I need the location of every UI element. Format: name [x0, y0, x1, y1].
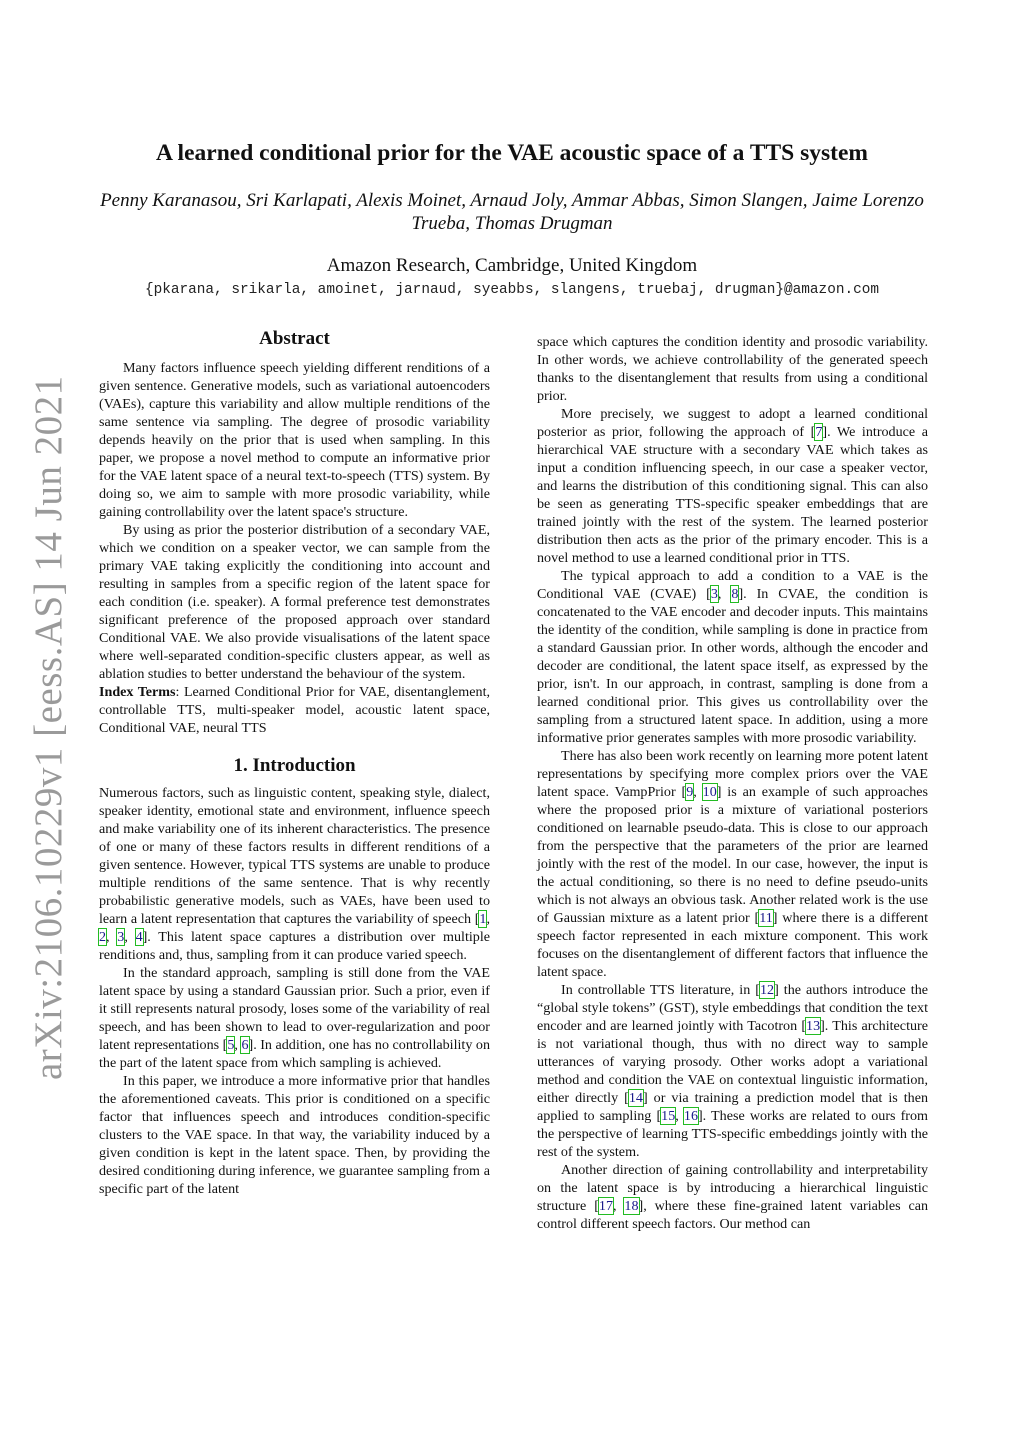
citation-link[interactable]: 14	[628, 1090, 643, 1106]
affiliation: Amazon Research, Cambridge, United Kingdom	[326, 255, 698, 276]
arxiv-identifier: arXiv:2106.10229v1 [eess.AS] 14 Jun 2021	[27, 375, 70, 1080]
right-paragraph-3: The typical approach to add a condition to a VAE is the Conditional VAE (CVAE) [3, 8]. In CVAE, the condition is concatenated to the VAE encoder and decoder inputs. This maintains the identity of the condition, while sampling is done in practice from a standard Gaussian prior. In other words, although the encoder and decoder are conditional, the latent space itself, as expressed by the prior, isn't. In our approach, in contrast, sampling is done from a learned conditional prior. This gives us controllability over the sampling from a structured latent space. In addition, using a more informative prior generates samples with more prosodic variability.	[537, 568, 928, 746]
right-column	[537, 333, 928, 1233]
citation-link[interactable]: 4	[135, 929, 143, 945]
citation-link[interactable]: 6	[241, 1037, 249, 1053]
intro-paragraph-2: In the standard approach, sampling is still done from the VAE latent space by using a standard Gaussian prior. Such a prior, even if it still represents natural prosody, loses some of the variability of real speech, and has been shown to lead to over-regularization and poor latent representations [5, 6]. In addition, one has no controllability on the part of the latent space from which sampling is achieved.	[99, 965, 491, 1071]
text-run: Another direction of gaining controllability and interpretability on the latent space is by introducing a hierarchical linguistic structure [	[537, 1162, 928, 1214]
citation-link[interactable]: 16	[683, 1108, 698, 1124]
citation-link[interactable]: 3	[117, 929, 125, 945]
citation-link[interactable]: 9	[686, 784, 694, 800]
index-terms-label: Index Terms	[99, 684, 176, 700]
text-run: In the standard approach, sampling is still done from the VAE latent space by using a standard Gaussian prior. Such a prior, even if it still represents natural prosody, loses some of the variability of real speech, and has been shown to lead to over-regularization and poor latent representations [	[99, 965, 490, 1053]
citation-link[interactable]: 17	[598, 1198, 613, 1214]
citation-link[interactable]: 11	[759, 910, 773, 926]
intro-paragraph-3: In this paper, we introduce a more informative prior that handles the aforementioned caveats. This prior is conditioned on a specific factor that influences speech and introduces condition-specific clusters to the VAE space. In that way, the variability induced by a given condition is kept in the latent space. Then, by providing the desired conditioning during inference, we guarantee sampling from a specific part of the latent	[99, 1073, 490, 1197]
text-run: There has also been work recently on learning more potent latent representations by specifying more complex priors over the VAE latent space. VampPrior [	[537, 748, 928, 800]
text-run: ]. We introduce a hierarchical VAE structure with a secondary VAE which takes as input a condition influencing speech, in our case a speaker vector, and learns the distribution of this conditioning signal. This can also be seen as generating TTS-specific speaker embeddings that are trained jointly with the rest of the system. The learned posterior distribution then acts as the prior of the primary encoder. This is a novel method to use a learned conditional prior in TTS.	[537, 424, 928, 566]
citation-link[interactable]: 15	[661, 1108, 676, 1124]
left-column	[99, 330, 490, 1198]
text-run: ] where there is a different speech factor represented in each mixture component. This work focuses on the disentanglement of different factors that influence the latent space.	[537, 910, 928, 980]
introduction-heading: 1. Introduction	[233, 755, 356, 776]
citation-link[interactable]: 18	[624, 1198, 639, 1214]
right-paragraph-4: There has also been work recently on learning more potent latent representations by specifying more complex priors over the VAE latent space. VampPrior [9, 10] is an example of such approaches where the proposed prior is a mixture of variational posteriors conditioned on learnable pseudo-data. This is close to our approach from the perspective that the parameters of the prior are learned jointly with the rest of the model. In our case, however, the input is the actual conditioning, so there is no need to define pseudo-units which is not always an obvious task. Another related work is the use of Gaussian mixture as a latent prior [11] where there is a different speech factor represented in each mixture component. This work focuses on the disentanglement of different factors that influence the latent space.	[537, 748, 929, 980]
text-run: The typical approach to add a condition to a VAE is the Conditional VAE (CVAE) [	[537, 568, 928, 602]
text-run: In controllable TTS literature, in [	[561, 982, 760, 998]
abstract-paragraph-1: Many factors influence speech yielding different renditions of a given sentence. Generative models, such as variational autoencoders (VAEs), capture this variability and allow multiple renditions of the same sentence via sampling. The degree of prosodic variability depends heavily on the prior that is used when sampling. In this paper, we propose a novel method to compute an informative prior for the VAE latent space of a neural text-to-speech (TTS) system. By doing so, we aim to sample with more prosodic variability, while gaining controllability over the latent space's structure.	[99, 360, 490, 520]
citation-link[interactable]: 10	[702, 784, 717, 800]
intro-paragraph-1: Numerous factors, such as linguistic content, speaking style, dialect, speaker identity, emotional state and environment, influence speech and make variability one of its inherent characteristics. The presence of one or many of these factors results in different renditions of a given sentence. However, typical TTS systems are unable to produce multiple renditions of the same sentence. That is why recently probabilistic generative models, such as VAEs, have been used to learn a latent representation that captures the variability of speech [1, 2, 3, 4]. This latent space captures a distribution over multiple renditions and, thus, sampling from it can produce varied speech.	[99, 785, 491, 963]
index-terms	[99, 683, 490, 737]
text-run: ], where these fine-grained latent variables can control different speech factors. Our method can	[537, 1198, 929, 1232]
text-run: Numerous factors, such as linguistic content, speaking style, dialect, speaker identity, emotional state and environment, influence speech and make variability one of its inherent characteristics. The presence of one or many of these factors results in different renditions of a given sentence. However, typical TTS systems are unable to produce multiple renditions of the same sentence. That is why recently probabilistic generative models, such as VAEs, have been used to learn a latent representation that captures the variability of speech [	[99, 785, 490, 927]
text-run: More precisely, we suggest to adopt a learned conditional posterior as prior, following the approach of [	[537, 406, 928, 440]
citation-link[interactable]: 8	[731, 586, 739, 602]
citation-link[interactable]: 7	[815, 424, 823, 440]
right-paragraph-5: In controllable TTS literature, in [12] the authors introduce the “global style tokens” (GST), style embeddings that condition the text encoder and are learned jointly with Tacotron [13]. This architecture is not variational though, thus with no direct way to sample utterances of varying prosody. Other works adopt a variational method and condition the VAE on contextual linguistic information, either directly [14] or via training a prediction model that is then applied to sampling [15, 16]. These works are related to ours from the perspective of learning TTS-specific embeddings jointly with the rest of the system.	[537, 982, 929, 1160]
paper-title: A learned conditional prior for the VAE acoustic space of a TTS system	[156, 140, 868, 166]
abstract-heading: Abstract	[259, 328, 330, 349]
author-list: Penny Karanasou, Sri Karlapati, Alexis Moinet, Arnaud Joly, Ammar Abbas, Simon Slangen, Jaime Lorenzo Trueba, Thomas Drugman	[100, 190, 924, 234]
text-run: ]. This architecture is not variational though, thus with no direct way to sample utterances of varying prosody. Other works adopt a variational method and condition the VAE on contextual linguistic information, either directly [	[537, 1018, 928, 1106]
text-run: ]. In CVAE, the condition is concatenated to the VAE encoder and decoder inputs. This maintains the identity of the condition, while sampling is done in practice from a standard Gaussian prior. In other words, although the encoder and decoder are conditional, the latent space itself, as expressed by the prior, isn't. In our approach, in contrast, sampling is done from a learned conditional prior. This gives us controllability over the sampling from a structured latent space. In addition, using a more informative prior generates samples with more prosodic variability.	[537, 586, 928, 746]
text-run: ] is an example of such approaches where the proposed prior is a mixture of variational posteriors conditioned on learnable pseudo-data. This is close to our approach from the perspective that the parameters of the prior are learned jointly with the rest of the model. In our case, however, the input is the actual conditioning, so there is no need to define pseudo-units which is not always an obvious task. Another related work is the use of Gaussian mixture as a latent prior [	[537, 784, 929, 926]
author-emails: {pkarana, srikarla, amoinet, jarnaud, syeabbs, slangens, truebaj, drugman}@amazon.com	[144, 282, 880, 298]
citation-link[interactable]: 12	[760, 982, 775, 998]
citation-link[interactable]: 1	[479, 911, 487, 927]
text-run: ] or via training a prediction model that is then applied to sampling [	[537, 1090, 928, 1124]
text-run: ]. In addition, one has no controllability on the part of the latent space from which sampling is achieved.	[99, 1037, 491, 1071]
abstract-paragraph-2: By using as prior the posterior distribution of a secondary VAE, which we condition on a speaker vector, we can sample from the primary VAE taking explicitly the conditioning into account and resulting in samples from a specific region of the latent space for each condition (i.e. speaker). A formal preference test demonstrates significant preference of the proposed approach over standard Conditional VAE. We also provide visualisations of the latent space where well-separated condition-specific clusters appear, as well as ablation studies to better understand the behaviour of the system.	[99, 522, 490, 682]
text-run: ]. These works are related to ours from the perspective of learning TTS-specific embeddings jointly with the rest of the system.	[537, 1108, 929, 1160]
index-terms-text: : Learned Conditional Prior for VAE, disentanglement, controllable TTS, multi-speaker model, acoustic latent space, Conditional VAE, neural TTS	[99, 684, 491, 736]
right-paragraph-2	[537, 405, 928, 567]
text-run: ]. This latent space captures a distribution over multiple renditions and, thus, sampling from it can produce varied speech.	[99, 929, 491, 963]
citation-link[interactable]: 2	[99, 929, 107, 945]
citation-link[interactable]: 3	[710, 586, 718, 602]
citation-link[interactable]: 13	[806, 1018, 821, 1034]
right-paragraph-1: space which captures the condition identity and prosodic variability. In other words, we achieve controllability of the generated speech thanks to the disentanglement that results from using a conditional prior.	[537, 334, 928, 404]
right-paragraph-6: Another direction of gaining controllability and interpretability on the latent space is by introducing a hierarchical linguistic structure [17, 18], where these fine-grained latent variables can control different speech factors. Our method can	[537, 1162, 929, 1232]
citation-link[interactable]: 5	[227, 1037, 235, 1053]
text-run: ] the authors introduce the “global style tokens” (GST), style embeddings that condition the text encoder and are learned jointly with Tacotron [	[537, 982, 929, 1034]
